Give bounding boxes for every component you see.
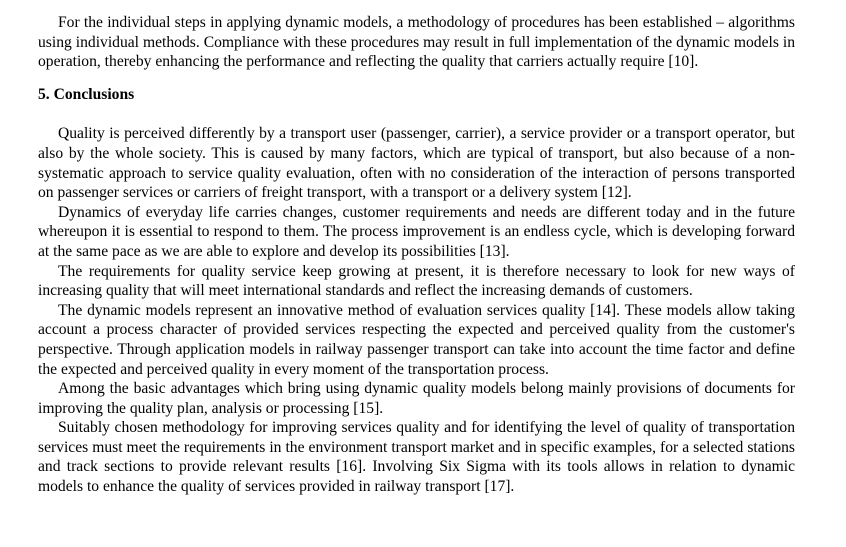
conclusions-paragraph: Quality is perceived differently by a transport user (passenger, carrier), a service provider or a transport operator, but also by the whole society. This is caused by many factors, which are typical of transport, but also because of a non-systematic approach to service quality evaluation, often with no consideration of the interaction of persons transported on passenger services or carriers of freight transport, with a transport or a delivery system [12].: [38, 125, 795, 202]
spacer: [38, 104, 795, 124]
conclusions-paragraph: Among the basic advantages which bring using dynamic quality models belong mainly provisions of documents for improving the quality plan, analysis or processing [15].: [38, 380, 795, 417]
spacer: [38, 72, 795, 85]
conclusions-paragraph: Suitably chosen methodology for improving services quality and for identifying the level of quality of transportation services must meet the requirements in the environment transport market and in specific examples, for a selected stations and track sections to provide relevant results [16]. Involving Six Sigma with its tools allows in relation to dynamic models to enhance the quality of services provided in railway transport [17].: [38, 419, 795, 496]
section-heading: 5. Conclusions: [38, 85, 135, 103]
conclusions-paragraph: The dynamic models represent an innovative method of evaluation services quality [14]. These models allow taking account a process character of provided services respecting the expected and perceived quality from the customer's perspective. Through application models in railway passenger transport can take into account the time factor and define the expected and perceived quality in every moment of the transportation process.: [38, 301, 795, 378]
conclusions-paragraph: The requirements for quality service keep growing at present, it is therefore necessary to look for new ways of increasing quality that will meet international standards and reflect the increasing demands of customers.: [38, 262, 795, 300]
conclusions-paragraph: Dynamics of everyday life carries changes, customer requirements and needs are different today and in the future whereupon it is essential to respond to them. The process improvement is an endless cycle, which is developing forward at the same pace as we are able to explore and develop its possibilities [13].: [38, 203, 795, 260]
document-page: [38, 13, 795, 497]
intro-paragraph: For the individual steps in applying dynamic models, a methodology of procedures has been established – algorithms using individual methods. Compliance with these procedures may result in full implementation of the dynamic models in operation, thereby enhancing the performance and reflecting the quality that carriers actually require [10].: [38, 14, 795, 71]
